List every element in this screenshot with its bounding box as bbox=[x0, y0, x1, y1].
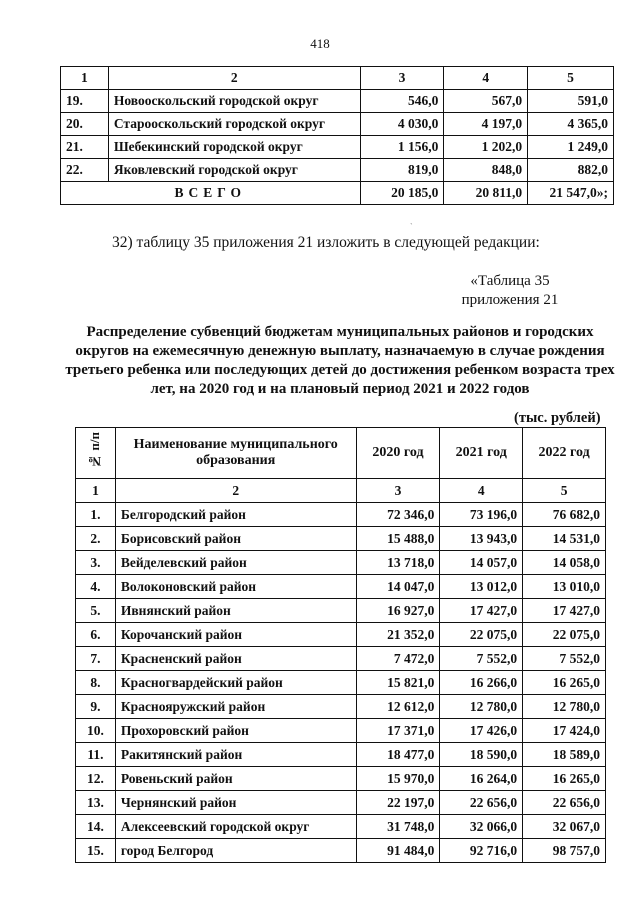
header-name: Наименование муниципального образования bbox=[115, 428, 356, 479]
row-name: Ровеньский район bbox=[115, 767, 356, 791]
table-row bbox=[76, 719, 606, 743]
table-row bbox=[76, 599, 606, 623]
row-value-2022: 4 365,0 bbox=[528, 113, 614, 136]
table-row bbox=[61, 113, 614, 136]
continuation-table bbox=[60, 66, 614, 205]
row-value-2020: 31 748,0 bbox=[356, 815, 440, 839]
header-row bbox=[76, 428, 606, 479]
row-number: 3. bbox=[76, 551, 116, 575]
subventions-table bbox=[75, 427, 606, 863]
table-row bbox=[76, 527, 606, 551]
table-row bbox=[76, 743, 606, 767]
row-number: 8. bbox=[76, 671, 116, 695]
row-value-2021: 14 057,0 bbox=[440, 551, 523, 575]
row-value-2020: 91 484,0 bbox=[356, 839, 440, 863]
row-value-2021: 7 552,0 bbox=[440, 647, 523, 671]
row-name: Краснояружский район bbox=[115, 695, 356, 719]
row-value-2020: 22 197,0 bbox=[356, 791, 440, 815]
row-number: 22. bbox=[61, 159, 109, 182]
row-name: Корочанский район bbox=[115, 623, 356, 647]
row-number: 1. bbox=[76, 503, 116, 527]
row-number: 20. bbox=[61, 113, 109, 136]
row-value-2021: 18 590,0 bbox=[440, 743, 523, 767]
row-number: 6. bbox=[76, 623, 116, 647]
row-value-2021: 16 266,0 bbox=[440, 671, 523, 695]
row-value-2021: 17 427,0 bbox=[440, 599, 523, 623]
row-value-2021: 13 943,0 bbox=[440, 527, 523, 551]
row-value-2022: 98 757,0 bbox=[523, 839, 606, 863]
col-number: 2 bbox=[108, 67, 360, 90]
row-name: Алексеевский городской округ bbox=[115, 815, 356, 839]
total-2020: 20 185,0 bbox=[360, 182, 444, 205]
row-value-2020: 7 472,0 bbox=[356, 647, 440, 671]
row-number: 21. bbox=[61, 136, 109, 159]
table-row bbox=[61, 136, 614, 159]
table-row bbox=[61, 90, 614, 113]
amendment-paragraph: 32) таблицу 35 приложения 21 изложить в следующей редакции: bbox=[112, 234, 540, 251]
row-value-2022: 14 058,0 bbox=[523, 551, 606, 575]
table-row bbox=[61, 159, 614, 182]
row-value-2022: 17 424,0 bbox=[523, 719, 606, 743]
header-2020: 2020 год bbox=[356, 428, 440, 479]
row-value-2021: 12 780,0 bbox=[440, 695, 523, 719]
table-row bbox=[76, 671, 606, 695]
col-number: 3 bbox=[356, 479, 440, 503]
row-value-2020: 12 612,0 bbox=[356, 695, 440, 719]
table-row bbox=[76, 839, 606, 863]
row-value-2020: 4 030,0 bbox=[360, 113, 444, 136]
row-value-2022: 18 589,0 bbox=[523, 743, 606, 767]
row-value-2020: 546,0 bbox=[360, 90, 444, 113]
row-value-2022: 882,0 bbox=[528, 159, 614, 182]
row-value-2020: 15 488,0 bbox=[356, 527, 440, 551]
row-value-2020: 18 477,0 bbox=[356, 743, 440, 767]
total-label: ВСЕГО bbox=[61, 182, 361, 205]
row-number: 14. bbox=[76, 815, 116, 839]
row-value-2020: 21 352,0 bbox=[356, 623, 440, 647]
row-value-2022: 14 531,0 bbox=[523, 527, 606, 551]
col-number: 5 bbox=[528, 67, 614, 90]
row-name: Красногвардейский район bbox=[115, 671, 356, 695]
table-row bbox=[76, 575, 606, 599]
row-name: Прохоровский район bbox=[115, 719, 356, 743]
row-number: 13. bbox=[76, 791, 116, 815]
total-2021: 20 811,0 bbox=[444, 182, 528, 205]
table-row bbox=[76, 551, 606, 575]
row-number: 12. bbox=[76, 767, 116, 791]
header-num-text: № п/п bbox=[87, 432, 103, 469]
row-number: 2. bbox=[76, 527, 116, 551]
row-value-2021: 4 197,0 bbox=[444, 113, 528, 136]
row-value-2021: 848,0 bbox=[444, 159, 528, 182]
col-number: 2 bbox=[115, 479, 356, 503]
row-name: Волоконовский район bbox=[115, 575, 356, 599]
row-name: город Белгород bbox=[115, 839, 356, 863]
table-reference bbox=[440, 272, 580, 310]
col-number: 1 bbox=[76, 479, 116, 503]
table-row bbox=[76, 791, 606, 815]
row-value-2021: 92 716,0 bbox=[440, 839, 523, 863]
row-value-2020: 819,0 bbox=[360, 159, 444, 182]
table-row bbox=[76, 623, 606, 647]
row-value-2020: 1 156,0 bbox=[360, 136, 444, 159]
row-value-2020: 72 346,0 bbox=[356, 503, 440, 527]
row-value-2020: 16 927,0 bbox=[356, 599, 440, 623]
col-number: 5 bbox=[523, 479, 606, 503]
col-number: 3 bbox=[360, 67, 444, 90]
row-value-2021: 1 202,0 bbox=[444, 136, 528, 159]
row-value-2022: 22 656,0 bbox=[523, 791, 606, 815]
table-reference-line: «Таблица 35 bbox=[470, 273, 550, 289]
row-name: Вейделевский район bbox=[115, 551, 356, 575]
row-value-2022: 13 010,0 bbox=[523, 575, 606, 599]
row-value-2022: 7 552,0 bbox=[523, 647, 606, 671]
row-value-2021: 22 656,0 bbox=[440, 791, 523, 815]
row-value-2021: 22 075,0 bbox=[440, 623, 523, 647]
row-value-2022: 32 067,0 bbox=[523, 815, 606, 839]
header-2021: 2021 год bbox=[440, 428, 523, 479]
row-name: Новооскольский городской округ bbox=[108, 90, 360, 113]
row-value-2022: 16 265,0 bbox=[523, 767, 606, 791]
row-value-2020: 17 371,0 bbox=[356, 719, 440, 743]
row-value-2022: 76 682,0 bbox=[523, 503, 606, 527]
col-number: 4 bbox=[444, 67, 528, 90]
row-value-2022: 16 265,0 bbox=[523, 671, 606, 695]
row-value-2022: 591,0 bbox=[528, 90, 614, 113]
table-row bbox=[76, 503, 606, 527]
row-value-2022: 22 075,0 bbox=[523, 623, 606, 647]
row-name: Белгородский район bbox=[115, 503, 356, 527]
row-name: Красненский район bbox=[115, 647, 356, 671]
row-value-2022: 1 249,0 bbox=[528, 136, 614, 159]
row-number: 7. bbox=[76, 647, 116, 671]
row-number: 5. bbox=[76, 599, 116, 623]
row-number: 15. bbox=[76, 839, 116, 863]
row-value-2022: 12 780,0 bbox=[523, 695, 606, 719]
page-number: 418 bbox=[310, 36, 330, 51]
column-number-row bbox=[61, 67, 614, 90]
row-value-2020: 15 970,0 bbox=[356, 767, 440, 791]
table-reference-line: приложения 21 bbox=[461, 292, 559, 308]
row-number: 19. bbox=[61, 90, 109, 113]
row-value-2021: 567,0 bbox=[444, 90, 528, 113]
table-row bbox=[76, 767, 606, 791]
column-number-row bbox=[76, 479, 606, 503]
row-number: 10. bbox=[76, 719, 116, 743]
table-title: Распределение субвенций бюджетам муниципальных районов и городских округов на ежемесячную денежную выплату, назначаемую в случае рождения третьего ребенка или последующих детей до достижения ребенком возраста трех лет, на 2020 год и на плановый период 2021 и 2022 годов bbox=[65, 324, 615, 397]
table-row bbox=[76, 815, 606, 839]
row-value-2021: 16 264,0 bbox=[440, 767, 523, 791]
header-2022: 2022 год bbox=[523, 428, 606, 479]
header-num bbox=[76, 428, 116, 479]
row-name: Старооскольский городской округ bbox=[108, 113, 360, 136]
scan-mark: ` bbox=[410, 222, 413, 231]
row-value-2020: 14 047,0 bbox=[356, 575, 440, 599]
row-name: Борисовский район bbox=[115, 527, 356, 551]
table-row bbox=[76, 695, 606, 719]
units-label: (тыс. рублей) bbox=[514, 410, 601, 426]
row-value-2020: 15 821,0 bbox=[356, 671, 440, 695]
row-name: Яковлевский городской округ bbox=[108, 159, 360, 182]
row-value-2020: 13 718,0 bbox=[356, 551, 440, 575]
row-name: Шебекинский городской округ bbox=[108, 136, 360, 159]
row-value-2021: 32 066,0 bbox=[440, 815, 523, 839]
row-number: 4. bbox=[76, 575, 116, 599]
row-value-2021: 13 012,0 bbox=[440, 575, 523, 599]
row-value-2021: 17 426,0 bbox=[440, 719, 523, 743]
row-number: 9. bbox=[76, 695, 116, 719]
row-number: 11. bbox=[76, 743, 116, 767]
total-2022: 21 547,0»; bbox=[528, 182, 614, 205]
row-name: Ракитянский район bbox=[115, 743, 356, 767]
row-value-2022: 17 427,0 bbox=[523, 599, 606, 623]
row-value-2021: 73 196,0 bbox=[440, 503, 523, 527]
total-row bbox=[61, 182, 614, 205]
table-row bbox=[76, 647, 606, 671]
col-number: 1 bbox=[61, 67, 109, 90]
row-name: Ивнянский район bbox=[115, 599, 356, 623]
row-name: Чернянский район bbox=[115, 791, 356, 815]
col-number: 4 bbox=[440, 479, 523, 503]
